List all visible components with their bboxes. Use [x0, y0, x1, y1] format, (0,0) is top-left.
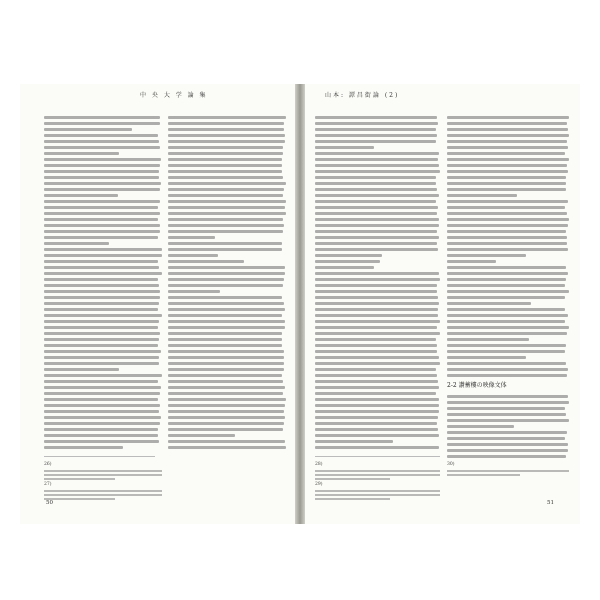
text-line	[447, 308, 565, 311]
right-page	[305, 84, 580, 524]
text-line	[168, 134, 285, 137]
text-line	[168, 278, 284, 281]
text-line	[44, 230, 160, 233]
text-line	[44, 422, 160, 425]
text-line	[44, 266, 159, 269]
text-line	[168, 380, 283, 383]
text-line	[447, 437, 565, 440]
text-line	[44, 320, 159, 323]
text-line	[447, 395, 568, 398]
text-line	[168, 164, 282, 167]
text-line	[315, 152, 439, 155]
text-line	[315, 368, 436, 371]
footnote-entry	[44, 482, 162, 488]
running-head-left: 中 央 大 学 論 集	[140, 92, 208, 99]
footnote-number: 26)	[44, 462, 52, 467]
text-line	[44, 206, 158, 209]
text-line	[315, 116, 437, 119]
text-line	[447, 140, 567, 143]
section-heading: 2-2 讚蓄樓の映像文体	[447, 382, 507, 389]
text-line	[315, 296, 438, 299]
text-line	[315, 272, 439, 275]
text-line	[168, 434, 235, 437]
text-line	[447, 248, 568, 251]
text-line	[44, 404, 160, 407]
footnote-text-line	[44, 490, 162, 492]
text-line	[315, 128, 436, 131]
text-line	[44, 398, 158, 401]
text-line	[447, 266, 566, 269]
text-line	[315, 170, 440, 173]
text-line	[168, 362, 284, 365]
text-line	[447, 116, 569, 119]
text-line	[168, 206, 285, 209]
text-line	[315, 422, 437, 425]
text-line	[168, 392, 283, 395]
book-gutter	[295, 84, 305, 524]
text-line	[44, 356, 159, 359]
text-line	[315, 428, 438, 431]
left-page-column-2	[168, 116, 286, 449]
text-line	[44, 380, 158, 383]
text-line	[315, 392, 436, 395]
footnote-text-line	[315, 474, 440, 476]
text-line	[447, 362, 566, 365]
text-line	[44, 176, 159, 179]
text-line	[315, 440, 393, 443]
text-line	[168, 212, 286, 215]
text-line	[447, 374, 567, 377]
page-number-left: 50	[46, 500, 53, 506]
text-line	[315, 206, 438, 209]
text-line	[315, 200, 436, 203]
text-line	[315, 122, 438, 125]
text-line	[447, 314, 568, 317]
text-line	[44, 188, 160, 191]
page-number-right: 51	[547, 500, 554, 506]
text-line	[44, 272, 162, 275]
text-line	[315, 278, 440, 281]
text-line	[447, 182, 566, 185]
text-line	[315, 302, 439, 305]
text-line	[168, 320, 285, 323]
text-line	[44, 248, 162, 251]
text-line	[44, 134, 158, 137]
text-line	[44, 278, 158, 281]
text-line	[315, 326, 437, 329]
text-line	[168, 218, 283, 221]
text-line	[168, 236, 215, 239]
footnote-text-line	[315, 490, 440, 492]
text-line	[44, 152, 119, 155]
footnotes-right	[315, 462, 440, 500]
text-line	[44, 308, 158, 311]
text-line	[447, 413, 566, 416]
text-line	[168, 242, 282, 245]
text-line	[168, 374, 282, 377]
text-line	[168, 254, 218, 257]
text-line	[315, 140, 436, 143]
text-line	[168, 140, 285, 143]
text-line	[44, 218, 158, 221]
text-line	[168, 170, 282, 173]
text-line	[44, 182, 161, 185]
text-line	[447, 326, 569, 329]
footnote-number: 30)	[447, 462, 455, 467]
text-line	[447, 212, 567, 215]
text-line	[315, 434, 439, 437]
text-line	[315, 146, 374, 149]
text-line	[447, 200, 568, 203]
text-line	[168, 314, 282, 317]
footnote-text-line	[44, 478, 115, 480]
text-line	[447, 242, 567, 245]
text-line	[447, 350, 565, 353]
text-line	[447, 407, 565, 410]
text-line	[315, 320, 440, 323]
text-line	[447, 122, 567, 125]
text-line	[44, 338, 159, 341]
text-line	[447, 260, 496, 263]
text-line	[315, 284, 437, 287]
text-line	[168, 398, 286, 401]
text-line	[447, 254, 526, 257]
text-line	[168, 158, 282, 161]
text-line	[315, 194, 439, 197]
text-line	[168, 116, 286, 119]
text-line	[44, 170, 159, 173]
text-line	[44, 224, 160, 227]
text-line	[44, 146, 160, 149]
text-line	[44, 290, 160, 293]
text-line	[168, 152, 283, 155]
text-line	[447, 170, 568, 173]
text-line	[44, 284, 159, 287]
footnote-text-line	[44, 474, 162, 476]
text-line	[168, 248, 282, 251]
text-line	[315, 176, 436, 179]
text-line	[168, 428, 283, 431]
text-line	[447, 206, 565, 209]
text-line	[44, 158, 161, 161]
footnote-text-line	[315, 498, 390, 500]
text-line	[44, 362, 159, 365]
text-line	[44, 260, 158, 263]
text-line	[168, 404, 285, 407]
footnote-entry	[447, 462, 569, 468]
text-line	[168, 338, 282, 341]
right-page-column-1	[315, 116, 440, 449]
text-line	[44, 410, 159, 413]
text-line	[447, 164, 567, 167]
text-line	[44, 392, 160, 395]
text-line	[168, 194, 283, 197]
text-line	[315, 248, 438, 251]
text-line	[168, 446, 286, 449]
footnote-number: 27)	[44, 482, 52, 487]
footnote-text-line	[44, 498, 115, 500]
text-line	[447, 344, 566, 347]
text-line	[315, 386, 439, 389]
text-line	[168, 182, 286, 185]
footnote-number: 29)	[315, 482, 323, 487]
text-line	[44, 242, 109, 245]
text-line	[447, 419, 569, 422]
text-line	[315, 182, 436, 185]
text-line	[315, 362, 440, 365]
text-line	[44, 440, 159, 443]
text-line	[447, 128, 568, 131]
text-line	[447, 278, 566, 281]
text-line	[168, 272, 285, 275]
text-line	[315, 164, 439, 167]
text-line	[44, 332, 160, 335]
text-line	[168, 290, 220, 293]
text-line	[44, 302, 159, 305]
text-line	[447, 431, 567, 434]
footnote-entry	[44, 462, 162, 468]
text-line	[44, 446, 123, 449]
text-line	[44, 164, 160, 167]
text-line	[315, 380, 438, 383]
text-line	[168, 230, 283, 233]
text-line	[315, 266, 374, 269]
text-line	[44, 428, 158, 431]
text-line	[315, 416, 438, 419]
text-line	[168, 332, 282, 335]
text-line	[44, 326, 158, 329]
text-line	[44, 236, 158, 239]
text-line	[44, 416, 161, 419]
text-line	[447, 284, 565, 287]
text-line	[447, 449, 568, 452]
text-line	[44, 200, 160, 203]
text-line	[447, 356, 526, 359]
text-line	[447, 194, 517, 197]
text-line	[44, 314, 162, 317]
text-line	[447, 146, 568, 149]
text-line	[44, 368, 119, 371]
text-line	[447, 236, 567, 239]
text-line	[447, 455, 566, 458]
text-line	[44, 344, 158, 347]
text-line	[168, 344, 282, 347]
text-line	[44, 296, 160, 299]
running-head-right: 山本: 譚昌街論 (2)	[325, 92, 400, 99]
text-line	[315, 350, 437, 353]
text-line	[315, 398, 439, 401]
text-line	[447, 230, 566, 233]
text-line	[44, 254, 162, 257]
text-line	[168, 440, 285, 443]
text-line	[168, 284, 283, 287]
footnote-number: 28)	[315, 462, 323, 467]
text-line	[315, 314, 438, 317]
footnotes-right-col2	[447, 462, 569, 476]
text-line	[44, 122, 160, 125]
text-line	[168, 350, 284, 353]
text-line	[447, 302, 531, 305]
text-line	[315, 308, 438, 311]
text-line	[447, 224, 568, 227]
text-line	[168, 386, 285, 389]
text-line	[315, 332, 440, 335]
text-line	[168, 296, 282, 299]
text-line	[315, 224, 439, 227]
left-page	[20, 84, 295, 524]
text-line	[168, 260, 244, 263]
footnote-text-line	[447, 470, 569, 472]
text-line	[315, 344, 437, 347]
text-line	[315, 446, 439, 449]
text-line	[168, 416, 285, 419]
text-line	[168, 224, 284, 227]
text-line	[168, 128, 284, 131]
footnote-text-line	[44, 494, 162, 496]
text-line	[447, 152, 565, 155]
text-line	[168, 308, 285, 311]
text-line	[447, 296, 565, 299]
text-line	[447, 188, 566, 191]
text-line	[315, 356, 439, 359]
text-line	[447, 158, 569, 161]
text-line	[44, 434, 158, 437]
text-line	[168, 302, 284, 305]
text-line	[447, 134, 569, 137]
footnote-text-line	[315, 470, 440, 472]
text-line	[315, 230, 437, 233]
text-line	[447, 443, 568, 446]
footnote-text-line	[315, 478, 390, 480]
text-line	[447, 320, 565, 323]
text-line	[315, 404, 439, 407]
text-line	[447, 332, 567, 335]
text-line	[44, 212, 160, 215]
text-line	[315, 410, 439, 413]
text-line	[44, 194, 118, 197]
footnote-entry	[315, 462, 440, 468]
footnote-rule-left	[44, 456, 155, 457]
text-line	[168, 266, 285, 269]
right-page-column-2	[447, 116, 569, 458]
text-line	[447, 272, 568, 275]
text-line	[315, 188, 437, 191]
text-line	[168, 146, 283, 149]
text-line	[315, 374, 437, 377]
text-line	[315, 158, 438, 161]
text-line	[315, 254, 382, 257]
text-line	[168, 188, 284, 191]
text-line	[44, 350, 161, 353]
text-line	[168, 176, 283, 179]
text-line	[447, 218, 569, 221]
text-line	[315, 242, 437, 245]
footnote-text-line	[315, 494, 440, 496]
text-line	[168, 422, 284, 425]
text-line	[447, 368, 568, 371]
text-line	[447, 425, 514, 428]
text-line	[168, 356, 284, 359]
left-page-column-1	[44, 116, 162, 449]
text-line	[168, 368, 284, 371]
text-line	[168, 326, 285, 329]
text-line	[447, 338, 529, 341]
text-line	[44, 374, 162, 377]
text-line	[168, 200, 286, 203]
text-line	[44, 140, 159, 143]
footnotes-left	[44, 462, 162, 500]
text-line	[44, 116, 160, 119]
text-line	[44, 386, 161, 389]
text-line	[168, 122, 284, 125]
text-line	[315, 260, 380, 263]
text-line	[315, 212, 437, 215]
text-line	[168, 410, 284, 413]
text-line	[315, 338, 436, 341]
footnote-text-line	[44, 470, 162, 472]
text-line	[315, 218, 439, 221]
text-line	[447, 401, 569, 404]
text-line	[447, 290, 569, 293]
footnote-entry	[315, 482, 440, 488]
text-line	[447, 176, 566, 179]
footnote-rule-right	[315, 456, 440, 457]
text-line	[315, 290, 437, 293]
footnote-text-line	[447, 474, 520, 476]
text-line	[315, 134, 437, 137]
text-line	[44, 128, 132, 131]
text-line	[315, 236, 439, 239]
